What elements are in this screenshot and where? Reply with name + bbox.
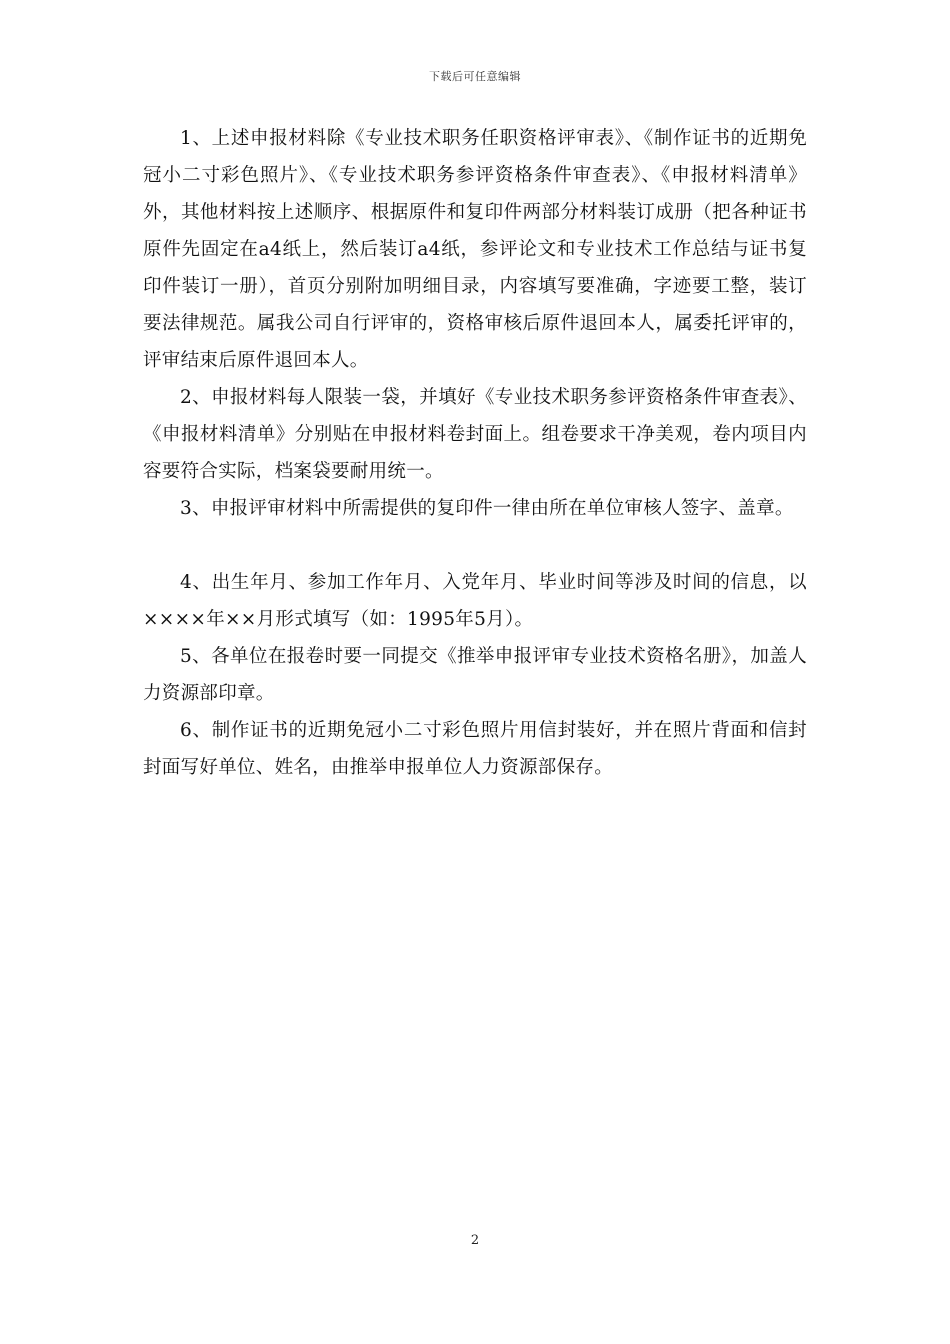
paragraph-4: 4、出生年月、参加工作年月、入党年月、毕业时间等涉及时间的信息，以××××年××月形式填写（如：1995年5月）。: [143, 572, 807, 630]
page-number: 2: [470, 1233, 480, 1248]
paragraph-6: 6、制作证书的近期免冠小二寸彩色照片用信封装好，并在照片背面和信封封面写好单位、姓名，由推举申报单位人力资源部保存。: [143, 720, 807, 778]
paragraph-3: 3、申报评审材料中所需提供的复印件一律由所在单位审核人签字、盖章。: [180, 498, 794, 519]
page-header: 下载后可任意编辑: [429, 70, 521, 83]
paragraph-2: 2、申报材料每人限装一袋，并填好《专业技术职务参评资格条件审查表》、《申报材料清单》分别贴在申报材料卷封面上。组卷要求干净美观，卷内项目内容要符合实际，档案袋要耐用统一。: [143, 387, 807, 482]
paragraph-1: 1、上述申报材料除《专业技术职务任职资格评审表》、《制作证书的近期免冠小二寸彩色照片》、《专业技术职务参评资格条件审查表》、《申报材料清单》外，其他材料按上述顺序、根据原件和复印件两部分材料装订成册（把各种证书原件先固定在a4纸上，然后装订a4纸，参评论文和专业技术工作总结与证书复印件装订一册），首页分别附加明细目录，内容填写要准确，字迹要工整，装订要法律规范。属我公司自行评审的，资格审核后原件退回本人，属委托评审的，评审结束后原件退回本人。: [143, 128, 807, 371]
document-body: [143, 120, 807, 786]
paragraph-5: 5、各单位在报卷时要一同提交《推举申报评审专业技术资格名册》，加盖人力资源部印章。: [143, 646, 807, 704]
